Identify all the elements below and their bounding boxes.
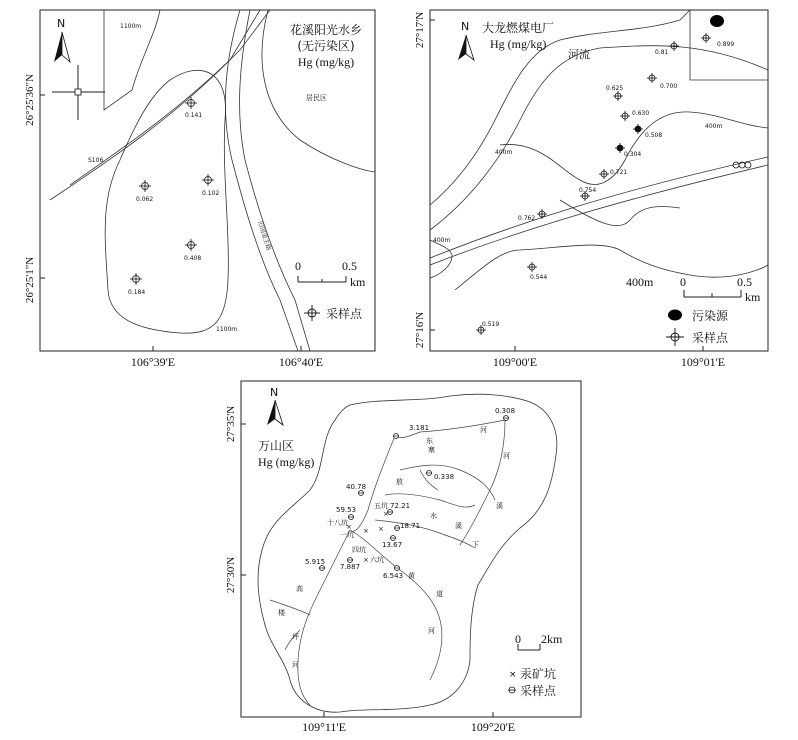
river-char: 东 [426, 437, 433, 445]
mine-marker: × [363, 527, 369, 535]
panel-c-title-2: Hg (mg/kg) [258, 455, 315, 469]
north-label-c: N [270, 386, 279, 399]
sample-point [184, 239, 201, 262]
sample-label: 0.899 [717, 41, 735, 48]
river [298, 530, 350, 705]
lon-label-a-1: 106°39'E [130, 355, 176, 369]
north-arrow-a [54, 17, 70, 62]
road-b-1 [430, 165, 768, 265]
contour-400-low [455, 245, 768, 290]
sample-point [128, 273, 145, 296]
sample-point [620, 110, 649, 121]
sample-label: 3.181 [409, 424, 430, 432]
river-char: 道 [436, 590, 443, 598]
sample-point [615, 143, 641, 158]
river-char: 水 [430, 512, 437, 520]
sample-point [518, 209, 547, 222]
panel-c-title-1: 万山区 [258, 439, 295, 453]
sample-point [579, 187, 596, 201]
lat-label-c-2: 27°30'N [225, 556, 237, 594]
sample-label: 0.762 [518, 215, 536, 222]
contour-label: 400m [495, 149, 513, 156]
sample-label: 72.21 [390, 502, 411, 510]
lat-label-b-2: 27°16'N [414, 311, 426, 349]
river-char: 河 [428, 627, 435, 635]
sample-label: 18.71 [400, 522, 421, 530]
sample-label: 0.721 [610, 169, 628, 176]
mine-marker: × [378, 525, 384, 533]
scale-bar-c [515, 632, 563, 650]
highway-label: 旧国道主路 [256, 220, 273, 252]
sample-label: 0.630 [632, 110, 650, 117]
sample-point [606, 85, 623, 101]
sample-point [305, 558, 325, 571]
sample-label: 59.53 [336, 506, 357, 514]
panel-b-title-1: 大龙燃煤电厂 [482, 21, 555, 35]
river-bank-2 [430, 10, 690, 205]
lat-label-a-1: 26°25'36"N [24, 74, 36, 126]
panel-a-title-1: 花溪阳光水乡 [289, 23, 363, 37]
sample-point [633, 124, 662, 139]
crosshair-box [75, 89, 81, 95]
river [460, 420, 505, 545]
legend-b-sample: 采样点 [692, 331, 729, 345]
sample-label: 0.81 [655, 49, 669, 56]
river-char: 溪 [455, 522, 462, 530]
residential-label: 居民区 [306, 94, 327, 102]
panel-a [24, 10, 375, 369]
sample-point [387, 502, 410, 515]
plant-marker [745, 162, 751, 168]
mine-marker: × [363, 556, 369, 564]
sample-label: 0.519 [482, 321, 500, 328]
mine-label: 一坑 [340, 531, 354, 539]
sample-point [136, 180, 153, 203]
lon-label-c-1: 109°11'E [302, 720, 346, 734]
scale-c-value: 2km [541, 632, 563, 646]
lon-label-b-2: 109°01'E [680, 355, 726, 369]
contour-label: 400m [433, 237, 451, 244]
highway-line-1 [225, 10, 298, 351]
sample-point [647, 73, 677, 90]
panel-a-title-3: Hg (mg/kg) [297, 55, 355, 69]
contour-label: 400m [705, 123, 723, 130]
sample-label: 0.544 [530, 274, 548, 281]
sample-point [655, 41, 679, 56]
mine-marker: × [346, 523, 352, 531]
pollution-source-marker [710, 15, 724, 27]
contour-label: 400m [626, 275, 654, 289]
sample-label: 0.062 [136, 196, 154, 203]
scale-b-unit: km [745, 290, 761, 304]
sample-label: 13.67 [382, 541, 403, 549]
road-line-2 [50, 10, 260, 200]
sample-label: 0.102 [202, 190, 220, 197]
contour-1100-bottom [105, 70, 228, 333]
mine-label: 六坑 [370, 556, 384, 564]
mine-marker: × [383, 510, 389, 518]
sample-point [382, 536, 402, 550]
legend-c [508, 667, 557, 698]
sample-point [527, 262, 547, 281]
contour-400-small [560, 200, 680, 226]
contour-label-bottom: 1100m [216, 326, 238, 333]
mine-label: 四坑 [352, 546, 366, 554]
sample-label: 40.78 [346, 483, 367, 491]
sample-point [383, 566, 403, 581]
lat-label-b-1: 27°17'N [414, 11, 426, 49]
north-arrow-c [267, 386, 283, 425]
sample-label: 0.408 [184, 255, 202, 262]
sample-point [185, 97, 202, 119]
sample-label: 7.887 [340, 563, 361, 571]
sample-point [495, 407, 515, 421]
panel-b [414, 10, 768, 369]
lon-label-c-2: 109°20'E [470, 720, 516, 734]
sample-point [202, 174, 219, 197]
river-char: 溪 [496, 502, 503, 510]
legend-c-mine: 汞矿坑 [520, 667, 557, 681]
mine-label: 五坑 [374, 502, 388, 510]
contour-label-top: 1100m [120, 23, 142, 30]
legend-b [666, 308, 729, 346]
sample-label: 0.700 [660, 83, 678, 90]
sample-point [393, 424, 429, 439]
sample-label: 0.338 [434, 473, 455, 481]
river-char: 河 [480, 426, 487, 434]
sample-point [476, 321, 499, 335]
sample-point [599, 169, 627, 179]
sample-label: 0.304 [624, 151, 642, 158]
panel-b-frame [430, 10, 768, 351]
sample-point [340, 558, 360, 572]
river-char: 坪 [292, 633, 299, 641]
river [270, 600, 310, 615]
north-label-b: N [461, 20, 470, 33]
legend-a-sample: 采样点 [326, 307, 363, 321]
river-char: 高 [296, 585, 303, 593]
contour-400-left [430, 240, 452, 278]
scale-b-zero: 0 [680, 275, 686, 289]
river-char: 楼 [278, 609, 285, 617]
sample-label: 0.754 [579, 187, 597, 194]
scale-a-unit: km [350, 275, 366, 289]
road-label: S106 [88, 157, 104, 164]
river-char: 河 [292, 661, 299, 669]
scale-b-half: 0.5 [737, 275, 752, 289]
panel-a-title-2: (无污染区) [297, 39, 355, 53]
scale-bar-a [295, 259, 366, 289]
contour-400-mid [500, 112, 768, 185]
river-char: 敖 [396, 478, 403, 486]
sample-point [426, 471, 454, 482]
river-char: 河 [503, 452, 510, 460]
sample-label: 0.508 [645, 132, 663, 139]
legend-b-source: 污染源 [692, 309, 729, 323]
road-b-2 [430, 157, 768, 258]
river-bank-1 [430, 46, 768, 230]
river-label: 河流 [568, 48, 590, 61]
river-char: 寨 [428, 446, 435, 454]
mine-legend-icon: × [509, 670, 517, 680]
watershed-boundary [258, 394, 557, 712]
sample-label: 6.543 [383, 572, 404, 580]
sample-point [701, 33, 734, 48]
scale-bar-b [680, 275, 761, 304]
lat-label-c-1: 27°35'N [225, 405, 237, 443]
mine-label: 十八坑 [327, 519, 348, 527]
lon-label-a-2: 106°40'E [278, 355, 324, 369]
north-label-a: N [57, 17, 66, 30]
sample-label: 0.141 [185, 112, 203, 119]
river-char: 下 [472, 541, 479, 549]
legend-a [304, 305, 363, 321]
scale-a-half: 0.5 [342, 259, 357, 273]
river-char: 黄 [408, 572, 415, 580]
sample-label: 0.184 [128, 289, 146, 296]
scale-a-zero: 0 [295, 259, 301, 273]
lat-label-a-2: 26°25'1"N [24, 256, 36, 304]
north-arrow-b [458, 20, 474, 60]
lon-label-b-1: 109°00'E [492, 355, 538, 369]
scale-c-zero: 0 [515, 632, 521, 646]
legend-c-sample: 采样点 [520, 684, 557, 698]
sample-label: 0.308 [495, 407, 516, 415]
panel-b-title-2: Hg (mg/kg) [490, 37, 547, 51]
panel-c [225, 381, 581, 734]
sample-label: 5.915 [305, 558, 326, 566]
sample-point [394, 522, 420, 531]
sample-point [336, 506, 356, 520]
sample-point [346, 483, 366, 496]
sample-label: 0.625 [606, 85, 624, 92]
